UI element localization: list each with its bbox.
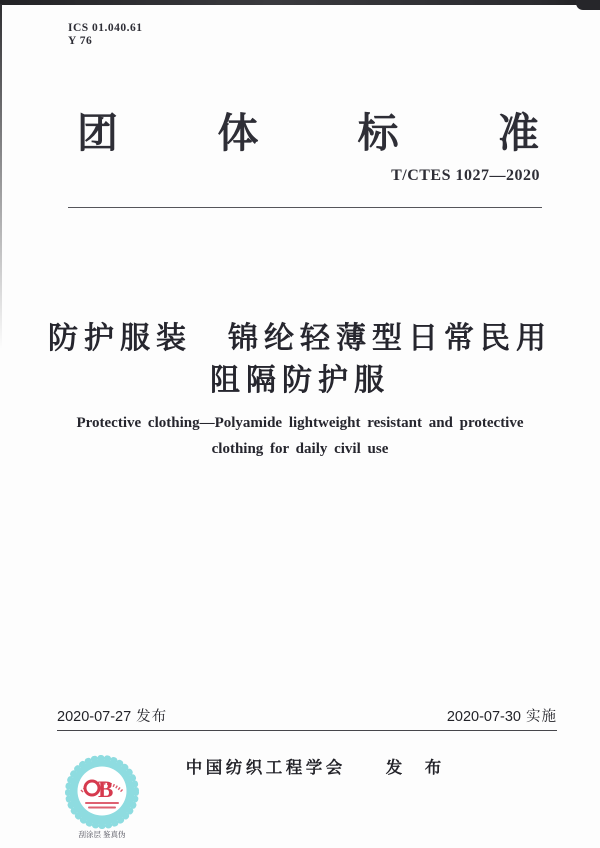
title-zh-line2: 阻隔防护服 — [210, 364, 390, 397]
implementation-date-value: 2020-07-30 — [446, 709, 521, 725]
implementation-date — [447, 705, 557, 726]
scan-edge-left — [0, 4, 2, 349]
standard-number: T/CTES 1027—2020 — [391, 167, 540, 184]
standard-type-char: 准 — [497, 110, 539, 156]
title-zh-line1: 防护服装 锦纶轻薄型日常民用 — [48, 322, 552, 355]
seal-caption: 刮涂层 鉴真伪 — [78, 830, 126, 839]
implementation-date-label: 实施 — [526, 709, 557, 725]
issue-date-value: 2020-07-27 — [57, 709, 132, 725]
issue-date — [57, 705, 167, 726]
document-title-zh — [0, 318, 600, 402]
dates-row — [57, 705, 557, 726]
seal-emblem-ring-icon — [85, 781, 99, 795]
title-en-line1: Protective clothing—Polyamide lightweight resistant and protective — [76, 415, 524, 431]
footer-divider — [57, 730, 557, 731]
publish-label: 发 布 — [385, 759, 451, 777]
scan-edge-top — [0, 0, 600, 5]
standard-type-char: 体 — [217, 110, 259, 156]
ics-classification — [68, 22, 143, 48]
anti-counterfeit-seal — [57, 752, 147, 844]
seal-microtext-line1 — [85, 802, 119, 804]
header-divider — [68, 207, 542, 208]
standard-type-title — [77, 100, 539, 159]
title-en-line2: clothing for daily civil use — [211, 441, 389, 457]
seal-emblem-letter: B — [98, 777, 114, 802]
ics-code: ICS 01.040.61 — [68, 22, 143, 34]
standard-type-char: 标 — [357, 110, 399, 156]
document-title-en — [0, 410, 600, 462]
seal-microtext-line2 — [88, 807, 116, 809]
standard-type-char: 团 — [77, 110, 118, 156]
category-code: Y 76 — [68, 35, 93, 47]
publisher-name: 中国纺织工程学会 — [185, 759, 346, 777]
scan-edge-corner — [576, 0, 600, 10]
issue-date-label: 发布 — [136, 709, 168, 725]
